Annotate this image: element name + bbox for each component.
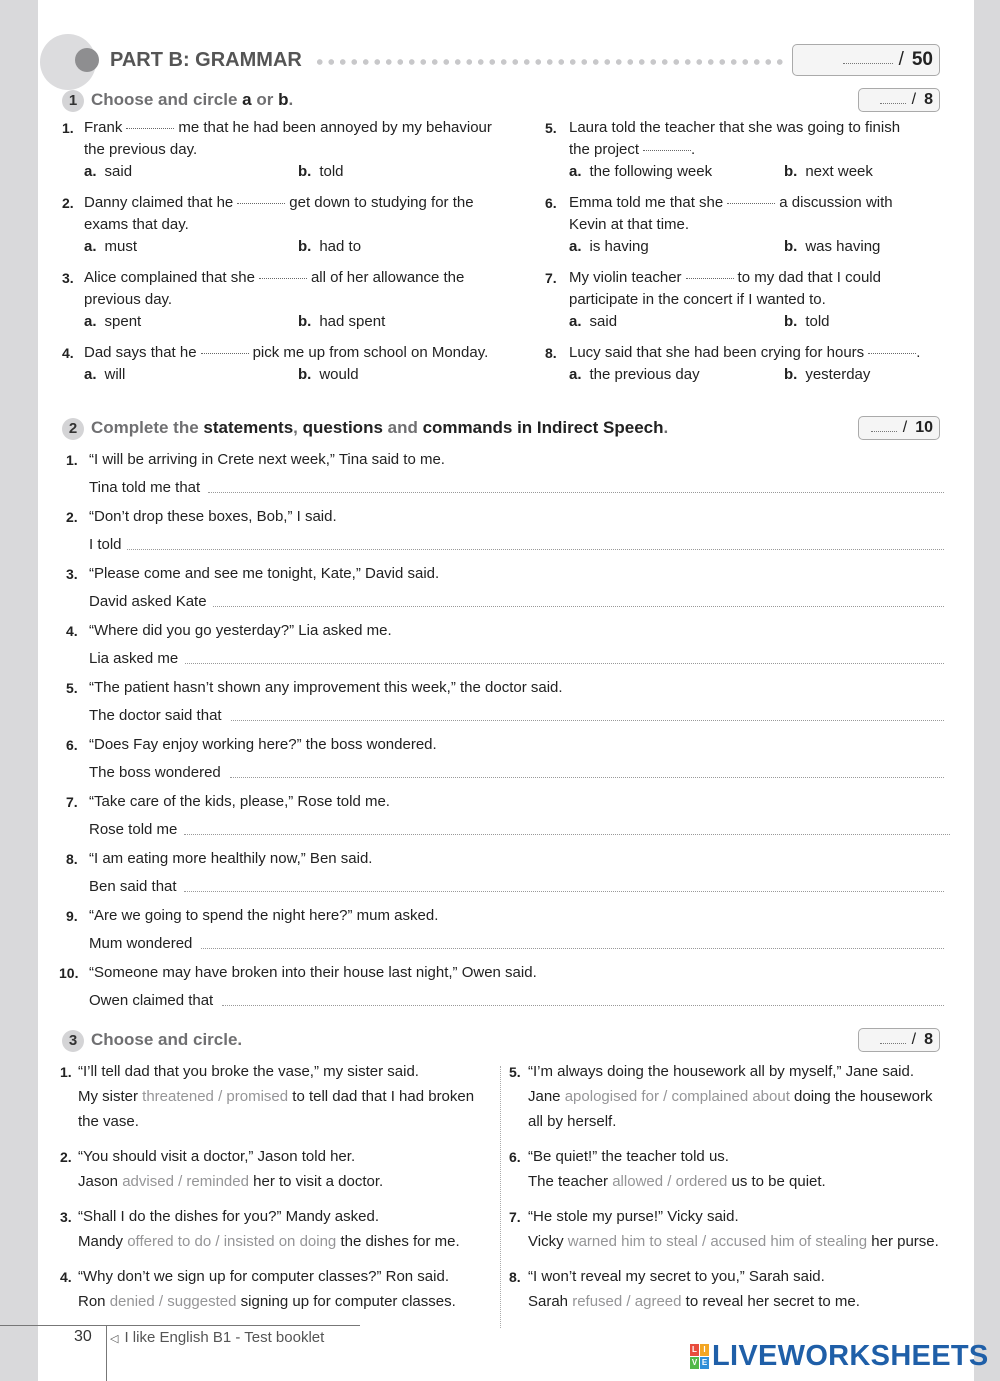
- arrow-left-icon: ◁: [110, 1333, 119, 1345]
- total-score-box[interactable]: / 50: [792, 44, 940, 76]
- choice-option[interactable]: allowed: [612, 1173, 664, 1190]
- choice-option[interactable]: promised: [226, 1088, 289, 1105]
- choice-option[interactable]: complained about: [671, 1088, 790, 1105]
- option-b[interactable]: b. had spent: [298, 313, 386, 330]
- answer-line[interactable]: [184, 891, 944, 892]
- liveworksheets-logo[interactable]: [690, 1340, 989, 1373]
- choice-option[interactable]: reminded: [186, 1173, 249, 1190]
- answer-line[interactable]: [222, 1005, 944, 1006]
- option-b[interactable]: b. had to: [298, 238, 362, 255]
- exercise-title: Complete the statements, questions and commands in Indirect Speech.: [91, 418, 669, 437]
- answer-gap[interactable]: [126, 128, 174, 129]
- option-a[interactable]: a. said: [84, 163, 133, 180]
- option-a[interactable]: a. the following week: [569, 163, 713, 180]
- exercise-number: 1: [62, 90, 84, 112]
- decorative-dot: [75, 48, 99, 72]
- answer-gap[interactable]: [686, 278, 734, 279]
- choice-option[interactable]: accused him of stealing: [710, 1233, 868, 1250]
- choice-option[interactable]: insisted on doing: [223, 1233, 337, 1250]
- option-b[interactable]: b. next week: [784, 163, 873, 180]
- answer-line[interactable]: [127, 549, 944, 550]
- exercise-number: 3: [62, 1030, 84, 1052]
- answer-gap[interactable]: [727, 203, 775, 204]
- brand-name: LIVEWORKSHEETS: [712, 1340, 989, 1372]
- option-b[interactable]: b. would: [298, 366, 359, 383]
- total-score: 50: [911, 49, 933, 70]
- exercise-score-box[interactable]: / 8: [858, 1028, 940, 1052]
- page-number: 30: [74, 1328, 92, 1345]
- answer-line[interactable]: [201, 948, 944, 949]
- answer-line[interactable]: [230, 777, 944, 778]
- liveworksheets-icon: L I V E: [691, 1345, 708, 1367]
- exercise-score-box[interactable]: / 10: [858, 416, 940, 440]
- choice-option[interactable]: advised: [122, 1173, 174, 1190]
- choice-option[interactable]: refused: [572, 1293, 623, 1310]
- answer-gap[interactable]: [868, 353, 916, 354]
- choice-option[interactable]: agreed: [634, 1293, 682, 1310]
- exercise-title: Choose and circle a or b.: [91, 90, 294, 109]
- answer-gap[interactable]: [237, 203, 285, 204]
- choice-option[interactable]: offered to do: [127, 1233, 212, 1250]
- option-a[interactable]: a. said: [569, 313, 618, 330]
- exercise-title: Choose and circle.: [91, 1030, 243, 1049]
- column-divider: [500, 1066, 501, 1328]
- answer-line[interactable]: [208, 492, 944, 493]
- footer-divider: [106, 1325, 107, 1381]
- option-a[interactable]: a. is having: [569, 238, 649, 255]
- worksheet-page: PART B: GRAMMAR / 50 1 Choose and circle a or b. / 8 1. Frank me that he had been annoyed by my behaviour the previous day. a. said b. told 2. Danny claimed that he get down to studying for the exams that day. a. must b. had to 3. Alice complained that she all of her allowance the previous day. a. spent b. had spent 4. Dad says that he pick me up from school on Monday. a. will b. would 5. Laura told the teacher that she was going to finish the project . a. the following week b. next week 6. Emma told me that she a discussion with Kevin at that time. a. is having b. was having 7. My violin teacher to my dad that I could participate in the concert if I wanted to. a. said b. told 8. Lucy said that she had been crying for hours . a. the previous day b. yesterday 2 Complete the statements, questions and commands in Indirect Speech. / 10 1. “I will be arriving in Crete next week,” Tina said to me. Tina told me that 2. “Don’t drop these boxes, Bob,” I said. I told 3. “Please come and see me tonight, Kate,” David said. David asked Kate 4. “Where did you go yesterday?” Lia asked me. Lia asked me 5. “The patient hasn’t shown any improvement this week,” the doctor said. The doctor said that 6. “Does Fay enjoy working here?” the boss wondered. The boss wondered 7. “Take care of the kids, please,” Rose told me. Rose told me 8. “I am eating more healthily now,” Ben said. Ben said that 9. “Are we going to spend the night here?” mum asked. Mum wondered 10. “Someone may have broken into their house last night,” Owen said. Owen claimed that 3 Choose and circle. / 8 1. “I’ll tell dad that you broke the vase,” my sister said. My sister threatened / promised to tell dad that I had broken the vase. 2. “You should visit a doctor,” Jason told her. Jason advised / reminded her to visit a doctor. 3. “Shall I do the dishes for you?” Mandy asked. Mandy offered to do / insisted on doing the dishes for me. 4. “Why don’t we sign up for computer classes?” Ron said. Ron denied / suggested signing up for computer classes. 5. “I’m always doing the housework all by myself,” Jane said. Jane apologised for / complained about doing the housework all by herself. 6. “Be quiet!” the teacher told us. The teacher allowed / ordered us to be quiet. 7. “He stole my purse!” Vicky said. Vicky warned him to steal / accused him of stealing her purse. 8. “I won’t reveal my secret to you,” Sarah said. Sarah refused / agreed to reveal her secret to me. 30 ◁ I like English B1 - Test booklet: [38, 0, 974, 1381]
- answer-gap[interactable]: [259, 278, 307, 279]
- choice-option[interactable]: threatened: [142, 1088, 214, 1105]
- answer-line[interactable]: [213, 606, 944, 607]
- option-a[interactable]: a. will: [84, 366, 126, 383]
- choice-option[interactable]: suggested: [167, 1293, 237, 1310]
- option-a[interactable]: a. the previous day: [569, 366, 700, 383]
- book-title: ◁ I like English B1 - Test booklet: [110, 1329, 325, 1346]
- option-b[interactable]: b. was having: [784, 238, 881, 255]
- answer-line[interactable]: [184, 834, 950, 835]
- option-a[interactable]: a. must: [84, 238, 138, 255]
- option-b[interactable]: b. yesterday: [784, 366, 871, 383]
- option-b[interactable]: b. told: [784, 313, 830, 330]
- choice-option[interactable]: warned him to steal: [567, 1233, 698, 1250]
- choice-option[interactable]: denied: [109, 1293, 155, 1310]
- option-a[interactable]: a. spent: [84, 313, 142, 330]
- choice-option[interactable]: apologised for: [564, 1088, 659, 1105]
- exercise-score-box[interactable]: / 8: [858, 88, 940, 112]
- part-title: PART B: GRAMMAR: [110, 49, 302, 71]
- footer-rule: [0, 1325, 360, 1326]
- answer-gap[interactable]: [201, 353, 249, 354]
- answer-line[interactable]: [231, 720, 944, 721]
- exercise-number: 2: [62, 418, 84, 440]
- answer-gap[interactable]: [643, 150, 691, 151]
- option-b[interactable]: b. told: [298, 163, 344, 180]
- dotted-divider: [314, 58, 788, 66]
- answer-line[interactable]: [185, 663, 944, 664]
- choice-option[interactable]: ordered: [675, 1173, 728, 1190]
